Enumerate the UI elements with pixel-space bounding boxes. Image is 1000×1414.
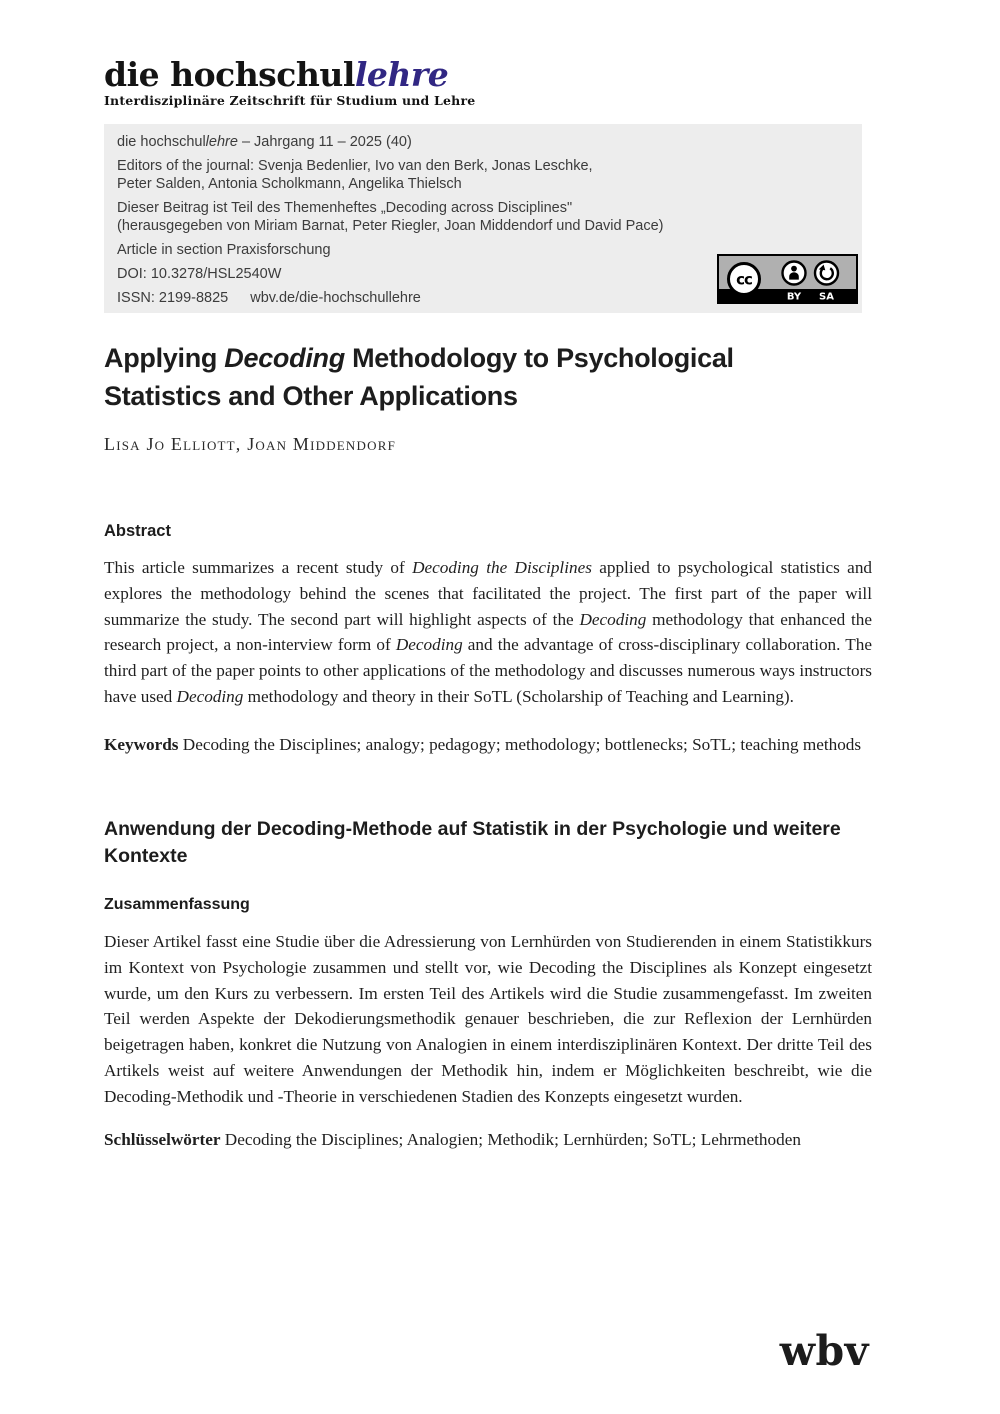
keywords-text: Decoding the Disciplines; analogy; pedagogy; methodology; bottlenecks; SoTL; teaching methods — [178, 735, 862, 754]
cc-logo-icon — [729, 264, 760, 295]
german-title: Anwendung der Decoding-Methode auf Statistik in der Psychologie und weitere Kontexte — [104, 818, 841, 867]
theme-issue-line-1: Dieser Beitrag ist Teil des Themenheftes „Decoding across Disciplines" — [117, 200, 573, 216]
abstract-heading: Abstract — [104, 522, 171, 540]
article-authors: Lisa Jo Elliott, Joan Middendorf — [104, 434, 396, 454]
zusammenfassung-text: Dieser Artikel fasst eine Studie über die Adressierung von Lernhürden von Studierenden in einem Statistikkurs im Kontext von Psychologie zusammen und stellt vor, wie Decoding the Disciplines als Konzept eingesetzt wurde, um den Kurs zu verbessern. Im ersten Teil des Artikels wird die Studie zusammengefasst. Im zweiten Teil werden Aspekte der Dekodierungsmethodik genauer beschrieben, die zur Reflexion der Lernhürden beigetragen haben, konkret die Nutzung von Analogien in einem interdisziplinären Kontext. Der dritte Teil des Artikels weist auf weitere Anwendungen der Methodik hin, indem er Möglichkeiten beschreibt, wie die Decoding-Methodik und -Theorie in verschiedenen Stadien des Konzepts eingesetzt wurden. — [104, 932, 872, 1106]
keywords-line — [104, 732, 872, 758]
schluesselwoerter-line — [104, 1127, 872, 1153]
cc-by-sa-license-badge — [717, 254, 858, 304]
cc-sa-arrow-icon — [815, 262, 838, 285]
zusammenfassung-heading: Zusammenfassung — [104, 896, 250, 913]
publication-info-box — [104, 124, 862, 313]
schluesselwoerter-label: Schlüsselwörter — [104, 1130, 221, 1149]
journal-logo-accent: lehre — [354, 55, 449, 94]
cc-by-label: BY — [786, 291, 802, 303]
keywords-label: Keywords — [104, 735, 179, 754]
editors-line-1: Editors of the journal: Svenja Bedenlier, Ivo van den Berk, Jonas Leschke, — [117, 158, 593, 174]
journal-url: wbv.de/die-hochschullehre — [250, 290, 421, 306]
cc-by-person-icon — [783, 262, 806, 285]
article-title: Applying Decoding Methodology to Psychological Statistics and Other Applications — [104, 343, 734, 411]
journal-masthead — [104, 55, 476, 108]
cc-sa-label: SA — [819, 291, 834, 303]
journal-issue-line: die hochschullehre – Jahrgang 11 – 2025 (40) — [117, 134, 412, 150]
doi-line: DOI: 10.3278/HSL2540W — [117, 266, 282, 282]
journal-logo-main: die hochschul — [104, 55, 355, 94]
article-section-line: Article in section Praxisforschung — [117, 242, 331, 258]
issn-value: ISSN: 2199-8825 — [117, 290, 229, 306]
abstract-text: This article summarizes a recent study of Decoding the Disciplines applied to psychological statistics and explores the methodology behind the scenes that facilitated the project. The first part of the paper will summarize the study. The second part will highlight aspects of the Decoding methodology that enhanced the research project, a non-interview form of Decoding and the advantage of cross-disciplinary collaboration. The third part of the paper points to other applications of the methodology and discusses numerous ways instructors have used Decoding methodology and theory in their SoTL (Scholarship of Teaching and Learning). — [104, 558, 873, 706]
theme-issue-line-2: (herausgegeben von Miriam Barnat, Peter Riegler, Joan Middendorf und David Pace) — [117, 218, 664, 234]
wbv-publisher-logo: wbv — [779, 1327, 869, 1375]
journal-subtitle: Interdisziplinäre Zeitschrift für Studium und Lehre — [104, 93, 476, 108]
cc-letters: cc — [736, 270, 752, 289]
schluesselwoerter-text: Decoding the Disciplines; Analogien; Methodik; Lernhürden; SoTL; Lehrmethoden — [220, 1130, 801, 1149]
journal-logo — [104, 55, 475, 94]
editors-line-2: Peter Salden, Antonia Scholkmann, Angelika Thielsch — [117, 176, 462, 192]
